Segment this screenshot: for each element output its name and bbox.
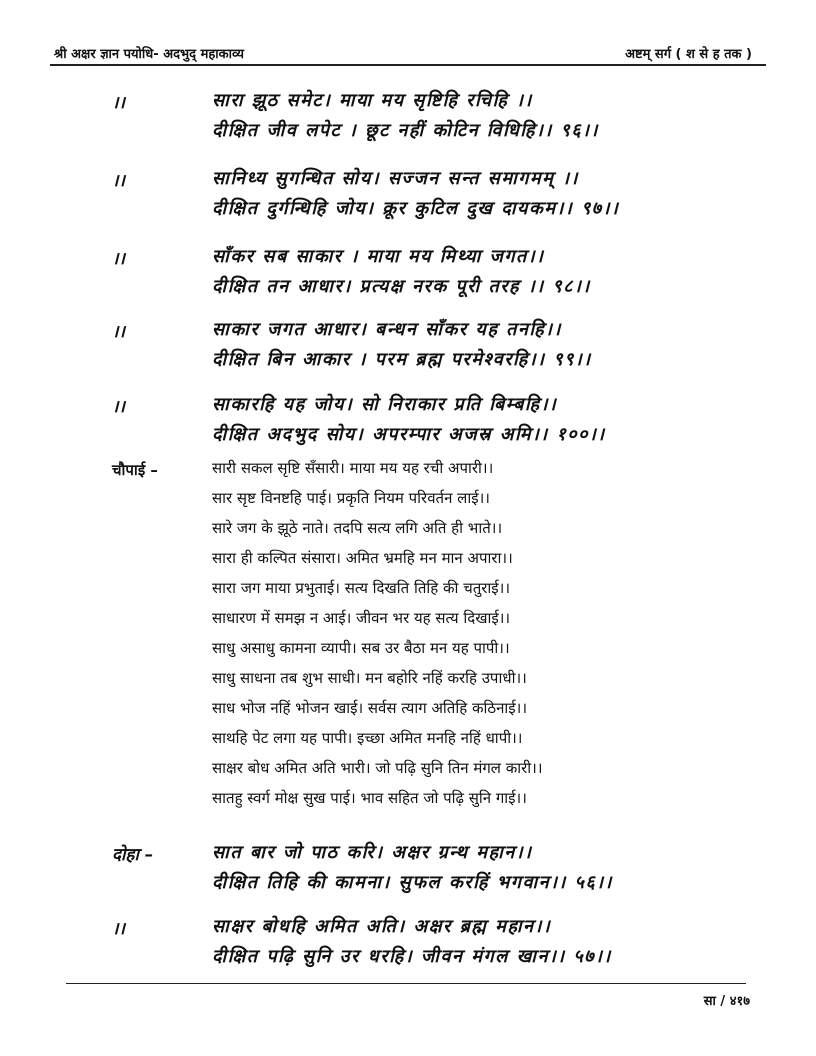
verse-line: दीक्षित जीव लपेट । छूट नहीं कोटिन विधिहि।। ९६।। <box>212 120 599 141</box>
verse-marker: ।। <box>112 249 125 269</box>
chaupai-line: सातहु स्वर्ग मोक्ष सुख पाई। भाव सहित जो पढ़ि सुनि गाई।। <box>212 789 527 807</box>
chaupai-line: सारा जग माया प्रभुताई। सत्य दिखति तिहि की चतुराई।। <box>212 579 511 597</box>
verse-line: दीक्षित दुर्गन्धिहि जोय। क्रूर कुटिल दुख दायकम।। ९७।। <box>212 198 620 219</box>
verse-98 <box>112 244 712 308</box>
verse-96 <box>112 88 712 152</box>
chaupai-line: सारी सकल सृष्टि सँसारी। माया मय यह रची अपारी।। <box>212 459 494 477</box>
chaupai-line: साधु असाधु कामना व्यापी। सब उर बैठा मन यह पापी।। <box>212 639 510 657</box>
verse-line: दीक्षित बिन आकार । परम ब्रह्म परमेश्वरहि।। ९९।। <box>212 349 592 370</box>
page-header <box>50 40 766 66</box>
chaupai-line: सार सृष्ट विनष्टहि पाई। प्रकृति नियम परिवर्तन लाई।। <box>212 489 490 507</box>
doha-marker: दोहा – <box>112 845 154 865</box>
verse-line: सानिध्य सुगन्धित सोय। सज्जन सन्त समागमम् ।। <box>212 168 579 189</box>
verse-marker: ।। <box>112 93 125 113</box>
verse-100 <box>112 392 712 456</box>
page-number: सा / ४१७ <box>703 994 750 1009</box>
chaupai-line: सारा ही कल्पित संसारा। अमित भ्रमहि मन मान अपारा।। <box>212 549 513 567</box>
verse-marker: ।। <box>112 171 125 191</box>
chaupai-line: साक्षर बोध अमित अति भारी। जो पढ़ि सुनि तिन मंगल कारी।। <box>212 759 543 777</box>
verse-99 <box>112 317 712 381</box>
verse-line: साकारहि यह जोय। सो निराकार प्रति बिम्बहि।। <box>212 394 558 415</box>
chaupai-line: सारे जग के झूठे नाते। तदपि सत्य लगि अति ही भाते।। <box>212 519 503 537</box>
verse-line: साँकर सब साकार । माया मय मिथ्या जगत।। <box>212 246 545 267</box>
verse-line: दीक्षित पढ़ि सुनि उर धरहि। जीवन मंगल खान।। ५७।। <box>212 946 612 967</box>
verse-line: सात बार जो पाठ करि। अक्षर ग्रन्थ महान।। <box>212 842 533 863</box>
verse-line: दीक्षित तिहि की कामना। सुफल करहिं भगवान।। ५६।। <box>212 872 613 893</box>
verse-97 <box>112 166 712 230</box>
verse-marker: ।। <box>112 322 125 342</box>
verse-line: साकार जगत आधार। बन्धन साँकर यह तनहि।। <box>212 319 562 340</box>
chapter-title: अष्टम् सर्ग ( श से ह तक ) <box>625 47 752 62</box>
verse-line: सारा झूठ समेट। माया मय सृष्टिहि रचिहि ।। <box>212 90 533 111</box>
chaupai-line: साधारण में समझ न आई। जीवन भर यह सत्य दिखाई।। <box>212 609 511 627</box>
chaupai-line: साथहि पेट लगा यह पापी। इच्छा अमित मनहि नहिं धापी।। <box>212 729 523 747</box>
verse-marker: ।। <box>112 919 125 939</box>
verse-line: साक्षर बोधहि अमित अति। अक्षर ब्रह्म महान।। <box>212 916 552 937</box>
verse-marker: ।। <box>112 397 125 417</box>
chaupai-section <box>112 458 712 818</box>
book-title: श्री अक्षर ज्ञान पयोधि- अदभुद् महाकाव्य <box>54 47 244 62</box>
doha-57 <box>112 914 712 978</box>
verse-line: दीक्षित अदभुद सोय। अपरम्पार अजस्र अमि।। १००।। <box>212 424 606 445</box>
chaupai-line: साधु साधना तब शुभ साधी। मन बहोरि नहिं करहि उपाधी।। <box>212 669 527 687</box>
footer-divider <box>66 983 746 984</box>
verse-line: दीक्षित तन आधार। प्रत्यक्ष नरक पूरी तरह ।। ९८।। <box>212 276 591 297</box>
chaupai-marker: चौपाई – <box>112 461 158 479</box>
doha-56 <box>112 840 712 904</box>
chaupai-line: साध भोज नहिं भोजन खाई। सर्वस त्याग अतिहि कठिनाई।। <box>212 699 528 717</box>
